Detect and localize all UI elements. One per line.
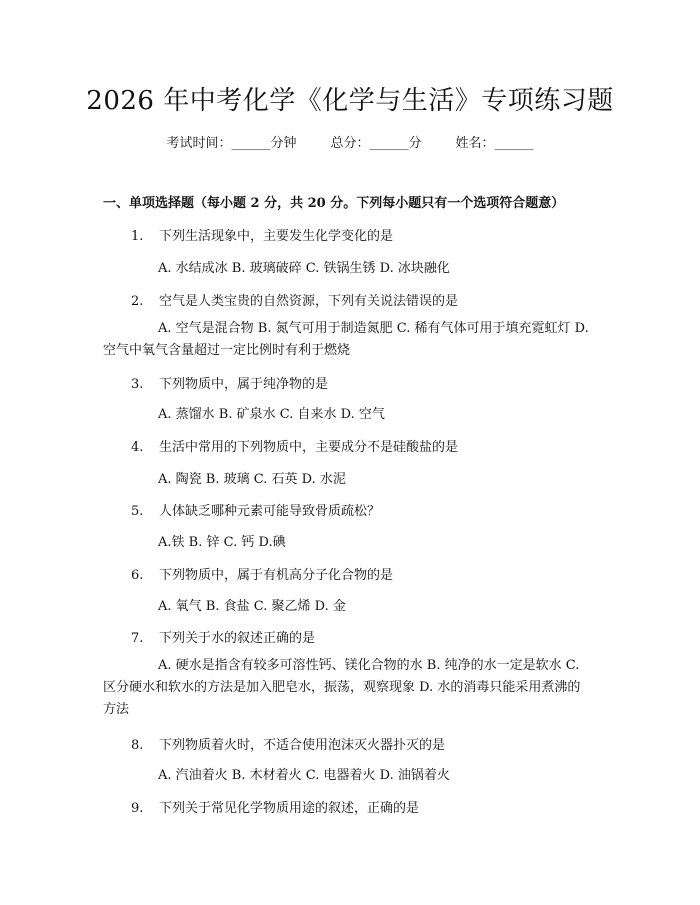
- question-number: 6.: [131, 568, 144, 583]
- question-5-options: A.铁 B. 锌 C. 钙 D.碘: [158, 535, 286, 550]
- question-number: 5.: [131, 504, 144, 519]
- question-number: 8.: [131, 738, 144, 753]
- question-number: 3.: [131, 377, 144, 392]
- question-stem: 下列物质中，属于纯净物的是: [159, 377, 329, 392]
- question-1-options: A. 水结成冰 B. 玻璃破碎 C. 铁锅生锈 D. 冰块融化: [158, 261, 450, 276]
- question-stem: 下列关于水的叙述正确的是: [159, 631, 316, 646]
- question-stem: 生活中常用的下列物质中，主要成分不是硅酸盐的是: [159, 440, 459, 455]
- question-3: [131, 373, 328, 392]
- exam-time-field: 考试时间：______分钟: [166, 136, 297, 151]
- question-stem: 下列物质中，属于有机高分子化合物的是: [159, 568, 394, 583]
- page-title: 2026 年中考化学《化学与生活》专项练习题: [86, 86, 614, 116]
- question-6-options: A. 氧气 B. 食盐 C. 聚乙烯 D. 金: [158, 599, 346, 614]
- section-heading-single-choice: 一、单项选择题（每小题 2 分，共 20 分。下列每小题只有一个选项符合题意）: [103, 196, 565, 211]
- question-number: 7.: [131, 631, 144, 646]
- question-1: [131, 225, 393, 244]
- question-stem: 人体缺乏哪种元素可能导致骨质疏松？: [159, 504, 381, 519]
- question-4: [131, 436, 458, 455]
- question-7: [131, 627, 315, 646]
- question-stem: 空气是人类宝贵的自然资源，下列有关说法错误的是: [159, 294, 459, 309]
- question-stem: 下列物质着火时，不适合使用泡沫灭火器扑灭的是: [159, 738, 446, 753]
- question-7-options: A. 硬水是指含有较多可溶性钙、镁化合物的水 B. 纯净的水一定是软水 C. 区分硬水和软水的方法是加入肥皂水，振荡，观察现象 D. 水的消毒只能采用煮沸的方法: [103, 658, 581, 717]
- question-stem: 下列生活现象中，主要发生化学变化的是: [159, 229, 394, 244]
- question-8-options: A. 汽油着火 B. 木材着火 C. 电器着火 D. 油锅着火: [158, 768, 450, 783]
- question-3-options: A. 蒸馏水 B. 矿泉水 C. 自来水 D. 空气: [158, 407, 385, 422]
- question-8: [131, 734, 445, 753]
- question-number: 4.: [131, 440, 144, 455]
- question-6: [131, 564, 393, 583]
- question-2: [131, 290, 458, 309]
- exam-info-row: [0, 132, 700, 151]
- question-number: 1.: [131, 229, 144, 244]
- question-number: 2.: [131, 294, 144, 309]
- question-stem: 下列关于常见化学物质用途的叙述，正确的是: [159, 801, 420, 816]
- total-score-field: 总分：______分: [330, 136, 422, 151]
- question-5: [131, 500, 380, 519]
- question-2-options: A. 空气是混合物 B. 氮气可用于制造氮肥 C. 稀有气体可用于填充霓虹灯 D. 空气中氧气含量超过一定比例时有利于燃烧: [103, 321, 589, 358]
- question-9: [131, 797, 419, 816]
- question-number: 9.: [131, 801, 144, 816]
- student-name-field: 姓名：______: [455, 136, 534, 151]
- question-4-options: A. 陶瓷 B. 玻璃 C. 石英 D. 水泥: [158, 472, 346, 487]
